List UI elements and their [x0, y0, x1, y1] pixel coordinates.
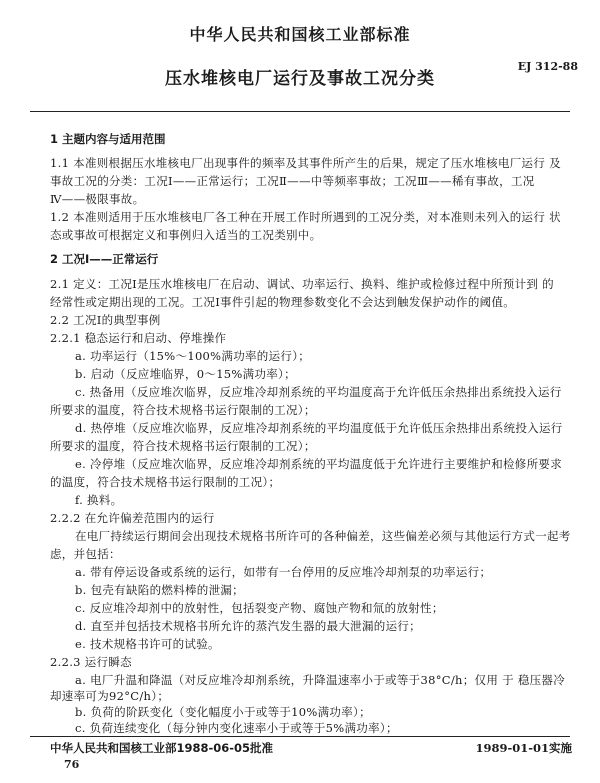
para-2-2-2-intro-line-1: 在电厂持续运行期间会出现技术规格书所许可的各种偏差，这些偏差必须与其他运行方式一起考 [75, 529, 571, 543]
list-item-2-2-2-e: e. 技术规格书许可的试验。 [75, 637, 220, 651]
list-item-a: a. 功率运行（15%～100%满功率的运行）； [75, 349, 311, 363]
list-item-e-line-2: 的温度，符合技术规格书运行限制的工况）； [50, 475, 281, 489]
standard-code: EJ 312-88 [517, 60, 578, 73]
issuing-agency: 中华人民共和国核工业部标准 [189, 25, 411, 44]
page-number: 76 [64, 758, 80, 771]
list-item-e-line-1: e. 冷停堆（反应堆次临界，反应堆冷却剂系统的平均温度低于允许进行主要维护和检修所要求 [75, 457, 563, 471]
list-item-d-line-1: d. 热停堆（反应堆次临界，反应堆冷却剂系统的平均温度低于允许低压余热排出系统投入运行 [75, 421, 563, 435]
list-item-f: f. 换料。 [75, 493, 123, 507]
list-item-b: b. 启动（反应堆临界，0～15%满功率）； [75, 367, 296, 381]
para-1-1-line-2: 事故工况的分类：工况Ⅰ——正常运行；工况Ⅱ——中等频率事故；工况Ⅲ——稀有事故，工况 [50, 174, 535, 188]
subsection-2-2: 2.2 工况Ⅰ的典型事例 [50, 313, 161, 327]
approval-note: 中华人民共和国核工业部1988-06-05批准 [50, 741, 274, 755]
para-1-1-line-1: 1.1 本准则根据压水堆核电厂出现事件的频率及其事件所产生的后果，规定了压水堆核电厂运行 及 [50, 156, 561, 170]
list-item-2-2-2-a: a. 带有停运设备或系统的运行，如带有一台停用的反应堆冷却剂泵的功率运行； [75, 565, 492, 579]
section-1-heading: 1 主题内容与适用范围 [50, 132, 166, 146]
list-item-2-2-3-b: b. 负荷的阶跃变化（变化幅度小于或等于10%满功率）； [75, 705, 371, 719]
list-item-2-2-2-d: d. 直至并包括技术规格书所允许的蒸汽发生器的最大泄漏的运行； [75, 619, 421, 633]
subsection-2-2-3: 2.2.3 运行瞬态 [50, 655, 132, 669]
section-2-heading: 2 工况Ⅰ——正常运行 [50, 252, 159, 266]
para-2-1-line-2: 经常性或定期出现的工况。工况Ⅰ事件引起的物理参数变化不会达到触发保护动作的阈值。 [50, 295, 516, 309]
effective-date: 1989-01-01实施 [475, 741, 572, 755]
list-item-2-2-3-a-line-2: 却速率可为92°C/h）； [50, 689, 170, 703]
list-item-2-2-2-b: b. 包壳有缺陷的燃料棒的泄漏； [75, 583, 244, 597]
header-divider [30, 111, 570, 112]
list-item-2-2-3-a-line-1: a. 电厂升温和降温（对反应堆冷却剂系统，升降温速率小于或等于38°C/h；仅用 于 稳压器冷 [75, 673, 566, 687]
list-item-c-line-1: c. 热备用（反应堆次临界，反应堆冷却剂系统的平均温度高于允许低压余热排出系统投入运行 [75, 385, 562, 399]
para-2-1-line-1: 2.1 定义：工况Ⅰ是压水堆核电厂在启动、调试、功率运行、换料、维护或检修过程中所预计到 的 [50, 277, 554, 291]
para-1-2-line-2: 态或事故可根据定义和事例归入适当的工况类别中。 [50, 228, 322, 242]
list-item-2-2-2-c: c. 反应堆冷却剂中的放射性，包括裂变产物、腐蚀产物和氚的放射性； [75, 601, 444, 615]
list-item-d-line-2: 所要求的温度，符合技术规格书运行限制的工况）； [50, 439, 316, 453]
subsection-2-2-2: 2.2.2 在允许偏差范围内的运行 [50, 511, 215, 525]
para-2-2-2-intro-line-2: 虑，并包括： [50, 547, 121, 561]
para-1-1-line-3: Ⅳ——极限事故。 [50, 192, 145, 206]
document-title: 压水堆核电厂运行及事故工况分类 [165, 69, 435, 89]
footer-divider [30, 736, 570, 737]
list-item-c-line-2: 所要求的温度，符合技术规格书运行限制的工况）； [50, 403, 316, 417]
subsection-2-2-1: 2.2.1 稳态运行和启动、停堆操作 [50, 331, 227, 345]
list-item-2-2-3-c: c. 负荷连续变化（每分钟内变化速率小于或等于5%满功率）； [75, 721, 398, 735]
para-1-2-line-1: 1.2 本准则适用于压水堆核电厂各工种在开展工作时所遇到的工况分类，对本准则未列入的运行 状 [50, 210, 561, 224]
